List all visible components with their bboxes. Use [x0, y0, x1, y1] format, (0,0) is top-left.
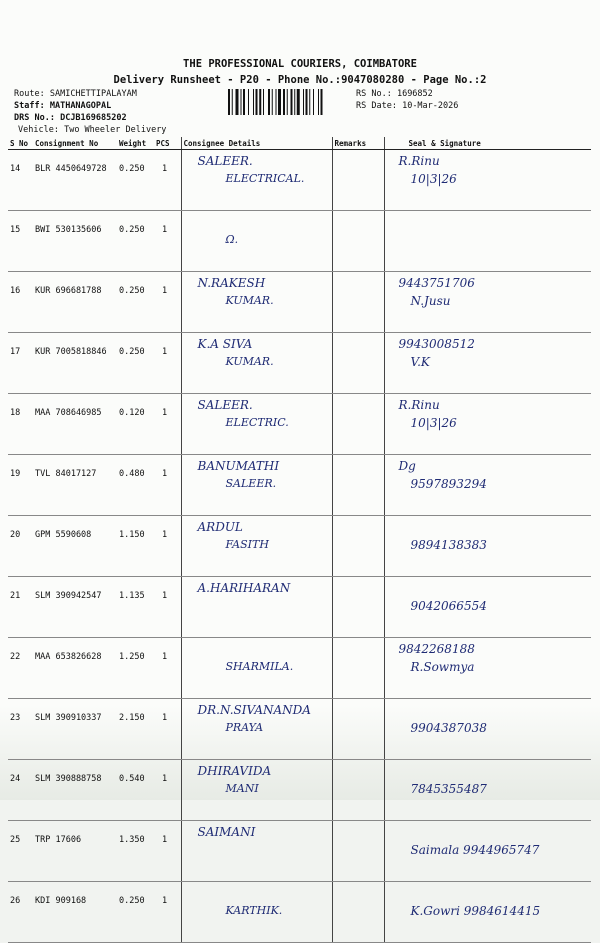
cell-pcs: 1: [154, 638, 181, 699]
cell-consignment-no: MAA 653826628: [33, 638, 117, 699]
company-title: THE PROFESSIONAL COURIERS, COIMBATORE: [183, 58, 417, 70]
signature-line2: 10|3|26: [410, 172, 457, 186]
cell-consignee: [181, 333, 332, 394]
staff-line: [14, 101, 111, 111]
cell-consignment-no: KDI 909168: [33, 882, 117, 943]
consignee-handwriting-line1: BANUMATHI: [197, 459, 280, 473]
cell-seal-signature: [384, 882, 591, 943]
cell-sno: 19: [8, 455, 33, 516]
table-row: [8, 150, 591, 211]
signature-line2: 9904387038: [410, 721, 487, 735]
cell-consignment-no: KUR 696681788: [33, 272, 117, 333]
consignee-handwriting-line2: KARTHIK.: [225, 904, 283, 917]
cell-sno: 24: [8, 760, 33, 821]
table-row: [8, 455, 591, 516]
signature-line2: 9042066554: [410, 599, 487, 613]
signature-line1: R.Rinu: [398, 154, 440, 168]
cell-remarks: [332, 150, 384, 211]
runsheet-subtitle: Delivery Runsheet - P20 - Phone No.:9047080280 - Page No.:2: [113, 74, 487, 86]
col-header-remarks: Remarks: [332, 137, 384, 150]
cell-weight: 2.150: [117, 699, 154, 760]
cell-sno: 16: [8, 272, 33, 333]
barcode-bar: [303, 89, 304, 115]
consignee-handwriting-line2: PRAYA: [225, 721, 264, 734]
barcode-bar: [294, 89, 295, 115]
signature-line1: Dg: [398, 459, 416, 473]
cell-pcs: 1: [154, 699, 181, 760]
signature-line2: 9597893294: [410, 477, 487, 491]
cell-seal-signature: [384, 455, 591, 516]
cell-remarks: [332, 333, 384, 394]
consignee-handwriting-line2: KUMAR.: [225, 294, 274, 307]
consignee-handwriting-line2: SHARMILA.: [225, 660, 294, 673]
cell-remarks: [332, 821, 384, 882]
cell-sno: 23: [8, 699, 33, 760]
route-label: Route:: [14, 89, 45, 99]
cell-sno: 21: [8, 577, 33, 638]
table-row: [8, 638, 591, 699]
signature-line2: 10|3|26: [410, 416, 457, 430]
table-row: [8, 821, 591, 882]
cell-consignment-no: SLM 390910337: [33, 699, 117, 760]
route-value: SAMICHETTIPALAYAM: [49, 89, 137, 99]
cell-pcs: 1: [154, 821, 181, 882]
cell-weight: 0.540: [117, 760, 154, 821]
cell-pcs: 1: [154, 211, 181, 272]
cell-consignee: [181, 760, 332, 821]
table-row: [8, 211, 591, 272]
consignee-handwriting-line2: Ω.: [225, 233, 239, 246]
cell-seal-signature: [384, 150, 591, 211]
cell-consignee: [181, 638, 332, 699]
consignee-handwriting-line1: SALEER.: [197, 154, 253, 168]
cell-consignee: [181, 882, 332, 943]
table-header-row: [8, 137, 591, 150]
cell-consignment-no: BWI 530135606: [33, 211, 117, 272]
barcode-bar: [268, 89, 270, 115]
cell-consignment-no: SLM 390942547: [33, 577, 117, 638]
cell-seal-signature: [384, 272, 591, 333]
cell-pcs: 1: [154, 272, 181, 333]
table-row: [8, 394, 591, 455]
barcode-bar: [309, 89, 310, 115]
consignee-handwriting-line1: K.A SIVA: [197, 337, 253, 351]
consignee-handwriting-line1: SAIMANI: [197, 825, 256, 839]
barcode-bar: [232, 89, 233, 115]
cell-consignee: [181, 577, 332, 638]
cell-weight: 0.480: [117, 455, 154, 516]
cell-remarks: [332, 882, 384, 943]
cell-sno: 17: [8, 333, 33, 394]
cell-pcs: 1: [154, 150, 181, 211]
barcode-bar: [313, 89, 314, 115]
cell-consignment-no: MAA 708646985: [33, 394, 117, 455]
route-line: [14, 89, 137, 99]
consignee-handwriting-line2: ELECTRIC.: [225, 416, 289, 429]
cell-remarks: [332, 577, 384, 638]
cell-consignee: [181, 455, 332, 516]
barcode-bar: [287, 89, 288, 115]
col-header-consignment: Consignment No: [33, 137, 117, 150]
barcode-bar: [253, 89, 254, 115]
vehicle-label: Vehicle:: [18, 125, 59, 135]
cell-seal-signature: [384, 760, 591, 821]
signature-line1: 9842268188: [398, 642, 475, 656]
cell-seal-signature: [384, 638, 591, 699]
vehicle-value: Two Wheeler Delivery: [64, 125, 167, 135]
barcode-bar: [248, 89, 249, 115]
rs-no-value: 1696852: [396, 89, 433, 99]
cell-weight: 1.150: [117, 516, 154, 577]
cell-seal-signature: [384, 699, 591, 760]
cell-remarks: [332, 516, 384, 577]
barcode-bar: [243, 89, 245, 115]
cell-seal-signature: [384, 516, 591, 577]
cell-remarks: [332, 699, 384, 760]
cell-consignment-no: SLM 390888758: [33, 760, 117, 821]
staff-value: MATHANAGOPAL: [49, 101, 112, 111]
consignee-handwriting-line1: N.RAKESH: [197, 276, 266, 290]
cell-pcs: 1: [154, 455, 181, 516]
barcode-bar: [256, 89, 258, 115]
consignee-handwriting-line1: A.HARIHARAN: [197, 581, 291, 595]
barcode-bar: [291, 89, 293, 115]
cell-consignment-no: BLR 4450649728: [33, 150, 117, 211]
consignee-handwriting-line1: DHIRAVIDA: [197, 764, 272, 778]
consignee-handwriting-line1: SALEER.: [197, 398, 253, 412]
cell-weight: 0.250: [117, 211, 154, 272]
cell-weight: 1.250: [117, 638, 154, 699]
cell-remarks: [332, 272, 384, 333]
cell-weight: 0.250: [117, 333, 154, 394]
runsheet-table: [8, 137, 591, 943]
col-header-consignee: Consignee Details: [181, 137, 332, 150]
table-row: [8, 577, 591, 638]
cell-consignee: [181, 272, 332, 333]
drs-line: [14, 113, 127, 123]
cell-pcs: 1: [154, 882, 181, 943]
barcode-bar: [306, 89, 308, 115]
cell-pcs: 1: [154, 333, 181, 394]
barcode-bar: [297, 89, 300, 115]
barcode-bar: [276, 89, 277, 115]
consignee-handwriting-line2: KUMAR.: [225, 355, 274, 368]
cell-remarks: [332, 211, 384, 272]
vehicle-line: [18, 125, 166, 135]
table-row: [8, 882, 591, 943]
signature-line2: N.Jusu: [410, 294, 451, 308]
cell-remarks: [332, 638, 384, 699]
signature-line1: R.Rinu: [398, 398, 440, 412]
drs-label: DRS No.:: [14, 113, 55, 123]
barcode-bar: [318, 89, 319, 115]
signature-line1: 9943008512: [398, 337, 475, 351]
consignee-handwriting-line2: FASITH: [225, 538, 269, 551]
table-row: [8, 516, 591, 577]
cell-seal-signature: [384, 821, 591, 882]
rs-date-line: [356, 101, 458, 111]
cell-seal-signature: [384, 333, 591, 394]
table-row: [8, 760, 591, 821]
cell-sno: 26: [8, 882, 33, 943]
cell-consignment-no: TVL 84017127: [33, 455, 117, 516]
signature-line1: 9443751706: [398, 276, 475, 290]
barcode-bar: [278, 89, 281, 115]
cell-seal-signature: [384, 577, 591, 638]
barcode-bar: [228, 89, 230, 115]
table-row: [8, 699, 591, 760]
cell-pcs: 1: [154, 577, 181, 638]
table-row: [8, 272, 591, 333]
cell-remarks: [332, 455, 384, 516]
cell-seal-signature: [384, 211, 591, 272]
consignee-handwriting-line2: SALEER.: [225, 477, 277, 490]
signature-line2: R.Sowmya: [410, 660, 475, 674]
cell-weight: 0.250: [117, 150, 154, 211]
barcode-bar: [283, 89, 285, 115]
col-header-seal: Seal & Signature: [384, 137, 591, 150]
signature-line2: 7845355487: [410, 782, 487, 796]
cell-pcs: 1: [154, 760, 181, 821]
cell-sno: 25: [8, 821, 33, 882]
barcode-bar: [259, 89, 261, 115]
drs-value: DCJB169685202: [60, 113, 127, 123]
cell-pcs: 1: [154, 394, 181, 455]
barcode-bar: [263, 89, 264, 115]
cell-sno: 18: [8, 394, 33, 455]
col-header-sno: S No: [8, 137, 33, 150]
cell-consignee: [181, 150, 332, 211]
cell-consignment-no: GPM 5590608: [33, 516, 117, 577]
table-row: [8, 333, 591, 394]
cell-consignee: [181, 394, 332, 455]
cell-weight: 0.250: [117, 272, 154, 333]
col-header-weight: Weight: [117, 137, 154, 150]
cell-weight: 0.120: [117, 394, 154, 455]
cell-consignment-no: TRP 17606: [33, 821, 117, 882]
barcode: [228, 89, 350, 115]
consignee-handwriting-line1: ARDUL: [197, 520, 243, 534]
cell-seal-signature: [384, 394, 591, 455]
rs-date-value: 10-Mar-2026: [402, 101, 459, 111]
barcode-bar: [321, 89, 323, 115]
cell-weight: 1.350: [117, 821, 154, 882]
cell-sno: 22: [8, 638, 33, 699]
cell-consignee: [181, 699, 332, 760]
staff-label: Staff:: [14, 101, 45, 111]
cell-consignment-no: KUR 7005818846: [33, 333, 117, 394]
cell-pcs: 1: [154, 516, 181, 577]
barcode-bar: [272, 89, 273, 115]
rs-date-label: RS Date:: [356, 101, 397, 111]
signature-line2: K.Gowri 9984614415: [410, 904, 541, 918]
signature-line2: 9894138383: [410, 538, 487, 552]
cell-sno: 14: [8, 150, 33, 211]
consignee-handwriting-line1: DR.N.SIVANANDA: [197, 703, 311, 717]
cell-sno: 20: [8, 516, 33, 577]
cell-weight: 1.135: [117, 577, 154, 638]
barcode-bar: [236, 89, 239, 115]
cell-consignee: [181, 516, 332, 577]
col-header-pcs: PCS: [154, 137, 181, 150]
cell-weight: 0.250: [117, 882, 154, 943]
cell-remarks: [332, 760, 384, 821]
barcode-bar: [241, 89, 242, 115]
signature-line2: V.K: [410, 355, 430, 369]
cell-remarks: [332, 394, 384, 455]
rs-no-label: RS No.:: [356, 89, 392, 99]
consignee-handwriting-line2: MANI: [225, 782, 259, 795]
rs-no-line: [356, 89, 433, 99]
consignee-handwriting-line2: ELECTRICAL.: [225, 172, 305, 185]
cell-consignee: [181, 211, 332, 272]
signature-line2: Saimala 9944965747: [410, 843, 540, 857]
cell-sno: 15: [8, 211, 33, 272]
cell-consignee: [181, 821, 332, 882]
